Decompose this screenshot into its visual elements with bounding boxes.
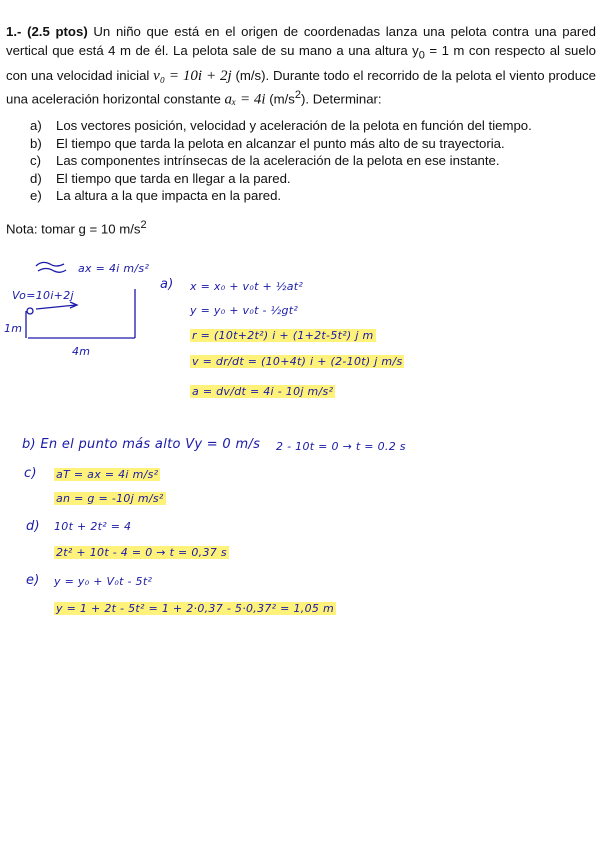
- task-item: a) Los vectores posición, velocidad y aceleración de la pelota en función del tiempo.: [30, 118, 532, 134]
- hw-e-label: e): [26, 573, 40, 588]
- hw-d-eq: 10t + 2t² = 4: [54, 520, 132, 533]
- units-superscript: 2: [294, 88, 301, 101]
- hw-height: 1m: [4, 322, 23, 335]
- note: Nota: tomar g = 10 $m/s^2$: [6, 219, 147, 237]
- statement-text-5: ). Determinar:: [300, 91, 382, 107]
- wind-swirl-icon: [36, 262, 66, 272]
- hw-c-at: aT = ax = 4i m/s²: [56, 468, 159, 481]
- statement-text-2: = 1 m con respecto al suelo con una velocidad inicial: [6, 43, 596, 83]
- hw-a-r: r = (10t+2t²) i + (1+2t-5t²) j m: [192, 329, 374, 342]
- hw-a-label: a): [160, 277, 174, 292]
- hw-e-eq: y = y₀ + V₀t - 5t²: [54, 575, 153, 588]
- task-item: c) Las componentes intrínsecas de la aceleración de la pelota en ese instante.: [30, 153, 500, 169]
- statement-text-4: (m/s: [265, 91, 295, 107]
- hw-c-label: c): [24, 466, 37, 481]
- hw-d-label: d): [26, 519, 40, 534]
- ball-origin: [27, 308, 33, 314]
- task-item: b) El tiempo que tarda la pelota en alcanzar el punto más alto de su trayectoria.: [30, 135, 505, 151]
- hw-a-a: a = dv/dt = 4i - 10j m/s²: [192, 385, 334, 398]
- hw-distance: 4m: [72, 345, 91, 358]
- hw-e-calc: y = 1 + 2t - 5t² = 1 + 2·0,37 - 5·0,37² = 1,05 m: [56, 602, 335, 615]
- statement-text-1: Un niño que está en el origen de coordenadas lanza una pelota contra una pared vertical que está 4 m de él. La pelota sale de su mano a una altura y: [6, 24, 596, 58]
- statement-text-3: (m/s). Durante todo el recorrido de la pelota el viento produce una aceleración horizontal constante: [6, 67, 597, 107]
- ax-formula: aₓ = 4i: [224, 91, 266, 108]
- hw-a-v: v = dr/dt = (10+4t) i + (2-10t) j m/s: [192, 355, 403, 368]
- hw-b-text: b) En el punto más alto Vy = 0 m/s: [22, 437, 261, 452]
- velocity-arrow: [36, 305, 76, 309]
- v0-formula: v₀ = 10i + 2j: [153, 67, 232, 84]
- problem-points: (2.5 ptos): [27, 24, 88, 39]
- y0-subscript: 0: [418, 49, 425, 62]
- hw-c-an: an = g = -10j m/s²: [56, 492, 164, 505]
- problem-number: 1.-: [6, 24, 22, 39]
- task-item: e) La altura a la que impacta en la pared.: [30, 188, 282, 204]
- hw-a-x: x = x₀ + v₀t + ½at²: [190, 280, 304, 293]
- hw-v0: Vo=10i+2j: [12, 289, 74, 302]
- hw-d-solve: 2t² + 10t - 4 = 0 → t = 0,37 s: [56, 546, 227, 559]
- hw-b-calc: 2 - 10t = 0 → t = 0.2 s: [276, 440, 406, 453]
- task-item: d) El tiempo que tarda en llegar a la pared.: [30, 170, 291, 186]
- hw-wind: ax = 4i m/s²: [78, 262, 150, 275]
- hw-a-y: y = y₀ + v₀t - ½gt²: [190, 304, 299, 317]
